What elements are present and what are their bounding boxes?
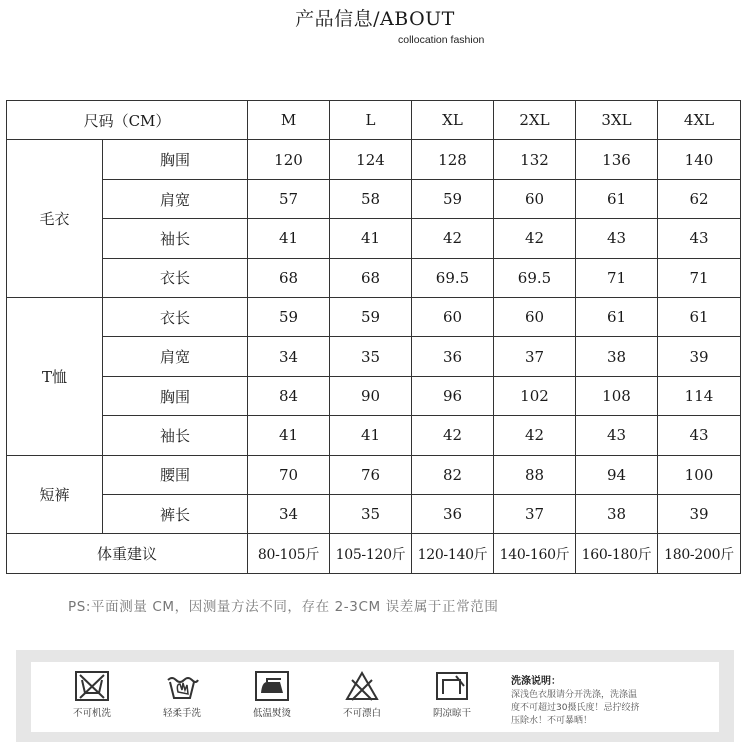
weight-label: 体重建议	[7, 534, 248, 574]
care-item	[331, 670, 393, 719]
measurement-value: 132	[494, 140, 576, 179]
measurement-value: 42	[494, 219, 576, 258]
measurement-value: 34	[248, 495, 330, 534]
measurement-label: 衣长	[103, 258, 248, 297]
measurement-value: 82	[412, 455, 494, 494]
care-item	[241, 670, 303, 719]
table-row	[7, 179, 741, 218]
table-row	[7, 416, 741, 455]
measurement-value: 69.5	[494, 258, 576, 297]
measurement-label: 袖长	[103, 219, 248, 258]
size-column-header: L	[330, 101, 412, 140]
measurement-value: 96	[412, 376, 494, 415]
measurement-value: 68	[248, 258, 330, 297]
measurement-value: 102	[494, 376, 576, 415]
weight-value: 180-200斤	[658, 534, 741, 574]
care-item	[421, 670, 483, 719]
measurement-value: 60	[494, 179, 576, 218]
measurement-value: 43	[576, 219, 658, 258]
measurement-value: 62	[658, 179, 741, 218]
measurement-value: 90	[330, 376, 412, 415]
weight-value: 140-160斤	[494, 534, 576, 574]
measurement-value: 71	[658, 258, 741, 297]
measurement-value: 59	[248, 298, 330, 337]
wash-instructions-line: 深浅色衣服请分开洗涤，洗涤温	[511, 690, 638, 700]
weight-value: 160-180斤	[576, 534, 658, 574]
table-row	[7, 298, 741, 337]
measurement-value: 136	[576, 140, 658, 179]
measurement-value: 41	[330, 416, 412, 455]
measurement-value: 61	[658, 298, 741, 337]
page-title: 产品信息/ABOUT	[295, 8, 455, 30]
wash-instructions	[511, 672, 711, 728]
header-row	[7, 101, 741, 140]
measurement-value: 100	[658, 455, 741, 494]
table-row	[7, 376, 741, 415]
garment-category: T恤	[7, 298, 103, 456]
low-temp-iron-icon	[254, 670, 290, 702]
table-row	[7, 258, 741, 297]
wash-instructions-line: 压除水！不可暴晒！	[511, 716, 593, 726]
size-column-header: 2XL	[494, 101, 576, 140]
measurement-value: 35	[330, 337, 412, 376]
page-subtitle: collocation fashion	[398, 34, 485, 46]
measurement-value: 60	[494, 298, 576, 337]
measurement-value: 42	[412, 416, 494, 455]
measurement-value: 42	[494, 416, 576, 455]
wash-instructions-title: 洗涤说明：	[511, 676, 561, 687]
measurement-value: 57	[248, 179, 330, 218]
measurement-value: 68	[330, 258, 412, 297]
measurement-value: 39	[658, 337, 741, 376]
measurement-value: 41	[248, 416, 330, 455]
garment-category: 毛衣	[7, 140, 103, 298]
care-label: 低温熨烫	[252, 708, 291, 719]
measurement-label: 裤长	[103, 495, 248, 534]
measurement-value: 38	[576, 337, 658, 376]
measurement-value: 71	[576, 258, 658, 297]
measurement-label: 肩宽	[103, 337, 248, 376]
table-row	[7, 140, 741, 179]
measurement-value: 35	[330, 495, 412, 534]
table-row	[7, 495, 741, 534]
measurement-value: 120	[248, 140, 330, 179]
measurement-value: 59	[330, 298, 412, 337]
measurement-value: 140	[658, 140, 741, 179]
measurement-note: PS:平面测量 CM，因测量方法不同，存在 2-3CM 误差属于正常范围	[68, 599, 499, 615]
weight-value: 105-120斤	[330, 534, 412, 574]
measurement-label: 腰围	[103, 455, 248, 494]
care-label: 阴凉晾干	[432, 708, 471, 719]
measurement-value: 124	[330, 140, 412, 179]
table-row	[7, 219, 741, 258]
measurement-value: 41	[330, 219, 412, 258]
size-column-header: M	[248, 101, 330, 140]
measurement-value: 43	[576, 416, 658, 455]
care-label: 不可漂白	[342, 708, 381, 719]
measurement-label: 胸围	[103, 140, 248, 179]
measurement-label: 袖长	[103, 416, 248, 455]
measurement-value: 36	[412, 495, 494, 534]
measurement-value: 41	[248, 219, 330, 258]
measurement-label: 肩宽	[103, 179, 248, 218]
measurement-value: 42	[412, 219, 494, 258]
measurement-value: 88	[494, 455, 576, 494]
size-column-header: 4XL	[658, 101, 741, 140]
measurement-value: 43	[658, 416, 741, 455]
care-item	[61, 670, 123, 719]
measurement-value: 114	[658, 376, 741, 415]
measurement-value: 37	[494, 495, 576, 534]
garment-category: 短裤	[7, 455, 103, 534]
measurement-value: 94	[576, 455, 658, 494]
no-machine-wash-icon	[74, 670, 110, 702]
measurement-value: 37	[494, 337, 576, 376]
measurement-value: 58	[330, 179, 412, 218]
care-label: 不可机洗	[72, 708, 111, 719]
measurement-value: 84	[248, 376, 330, 415]
care-panel	[16, 650, 734, 742]
care-label: 轻柔手洗	[162, 708, 201, 719]
care-panel-inner	[31, 662, 719, 732]
measurement-value: 108	[576, 376, 658, 415]
measurement-value: 70	[248, 455, 330, 494]
measurement-label: 胸围	[103, 376, 248, 415]
measurement-value: 69.5	[412, 258, 494, 297]
table-row	[7, 337, 741, 376]
size-column-header: XL	[412, 101, 494, 140]
measurement-value: 36	[412, 337, 494, 376]
measurement-value: 34	[248, 337, 330, 376]
weight-value: 120-140斤	[412, 534, 494, 574]
gentle-hand-wash-icon	[164, 670, 200, 702]
measurement-value: 128	[412, 140, 494, 179]
measurement-label: 衣长	[103, 298, 248, 337]
measurement-value: 59	[412, 179, 494, 218]
size-column-header: 3XL	[576, 101, 658, 140]
wash-instructions-body	[511, 689, 711, 728]
size-header-label: 尺码（CM）	[7, 101, 248, 140]
care-item	[151, 670, 213, 719]
shade-dry-icon	[434, 670, 470, 702]
measurement-value: 38	[576, 495, 658, 534]
measurement-value: 76	[330, 455, 412, 494]
weight-row	[7, 534, 741, 574]
wash-instructions-line: 度不可超过30摄氏度！忌拧绞挤	[511, 703, 640, 713]
measurement-value: 39	[658, 495, 741, 534]
table-row	[7, 455, 741, 494]
size-table	[6, 100, 741, 574]
measurement-value: 43	[658, 219, 741, 258]
weight-value: 80-105斤	[248, 534, 330, 574]
measurement-value: 60	[412, 298, 494, 337]
no-bleach-icon	[344, 670, 380, 702]
measurement-value: 61	[576, 179, 658, 218]
measurement-value: 61	[576, 298, 658, 337]
